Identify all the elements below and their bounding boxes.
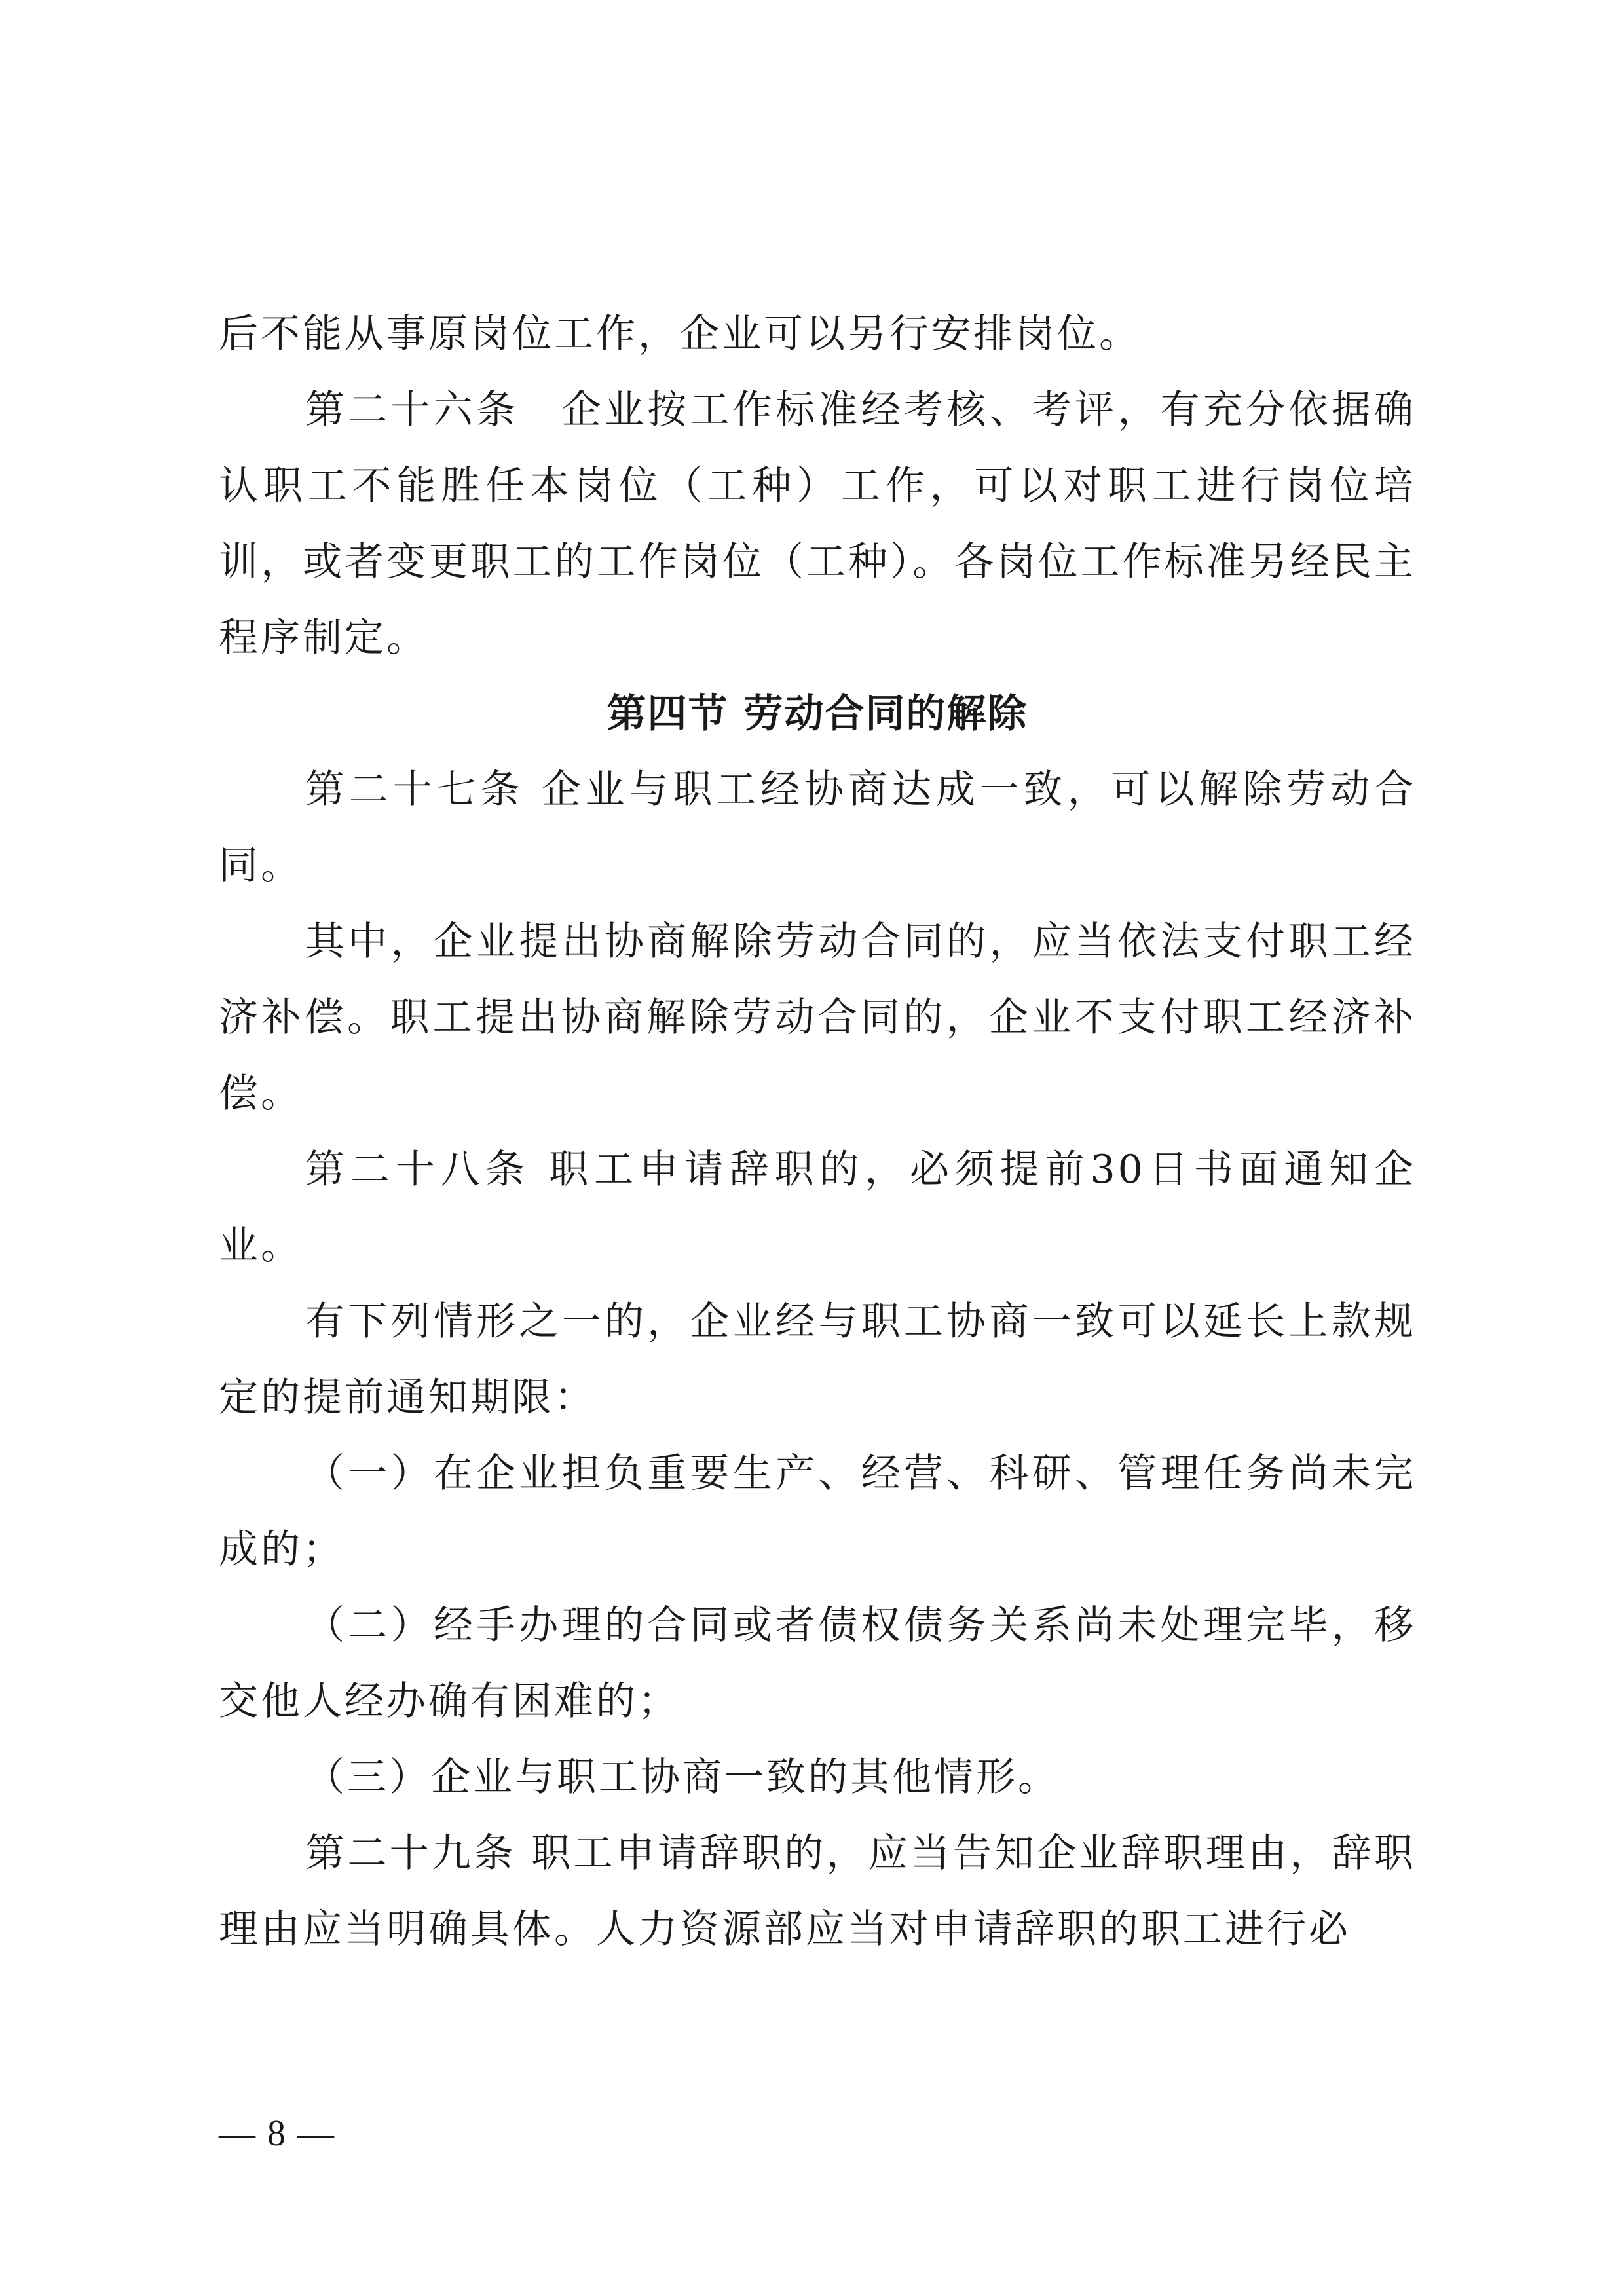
list-item-1: （一）在企业担负重要生产、经营、科研、管理任务尚未完成的； <box>219 1451 1416 1572</box>
paragraph-continuation: 后不能从事原岗位工作，企业可以另行安排岗位。 <box>219 311 1141 357</box>
page-number: — 8 — <box>219 2113 335 2154</box>
list-item-3: （三）企业与职工协商一致的其他情形。 <box>305 1754 1060 1800</box>
list-item-2: （二）经手办理的合同或者债权债务关系尚未处理完毕，移交他人经办确有困难的； <box>219 1602 1416 1724</box>
article-27: 第二十七条 企业与职工经协商达成一致，可以解除劳动合同。 <box>219 767 1416 889</box>
section-heading: 第四节 劳动合同的解除 <box>606 691 1028 737</box>
article-28: 第二十八条 职工申请辞职的，必须提前30日书面通知企业。 <box>219 1147 1416 1268</box>
article-26: 第二十六条 企业按工作标准经考核、考评，有充分依据确认职工不能胜任本岗位（工种）工作，可以对职工进行岗位培训，或者变更职工的工作岗位（工种）。各岗位工作标准另经民主程序制定。 <box>219 387 1416 661</box>
article-29: 第二十九条 职工申请辞职的，应当告知企业辞职理由，辞职理由应当明确具体。人力资源部应当对申请辞职的职工进行必 <box>219 1830 1416 1952</box>
document-body <box>219 296 1416 1967</box>
article-27-compensation: 其中，企业提出协商解除劳动合同的，应当依法支付职工经济补偿。职工提出协商解除劳动合同的，企业不支付职工经济补偿。 <box>219 919 1416 1117</box>
article-28-extension: 有下列情形之一的，企业经与职工协商一致可以延长上款规定的提前通知期限： <box>219 1299 1416 1420</box>
